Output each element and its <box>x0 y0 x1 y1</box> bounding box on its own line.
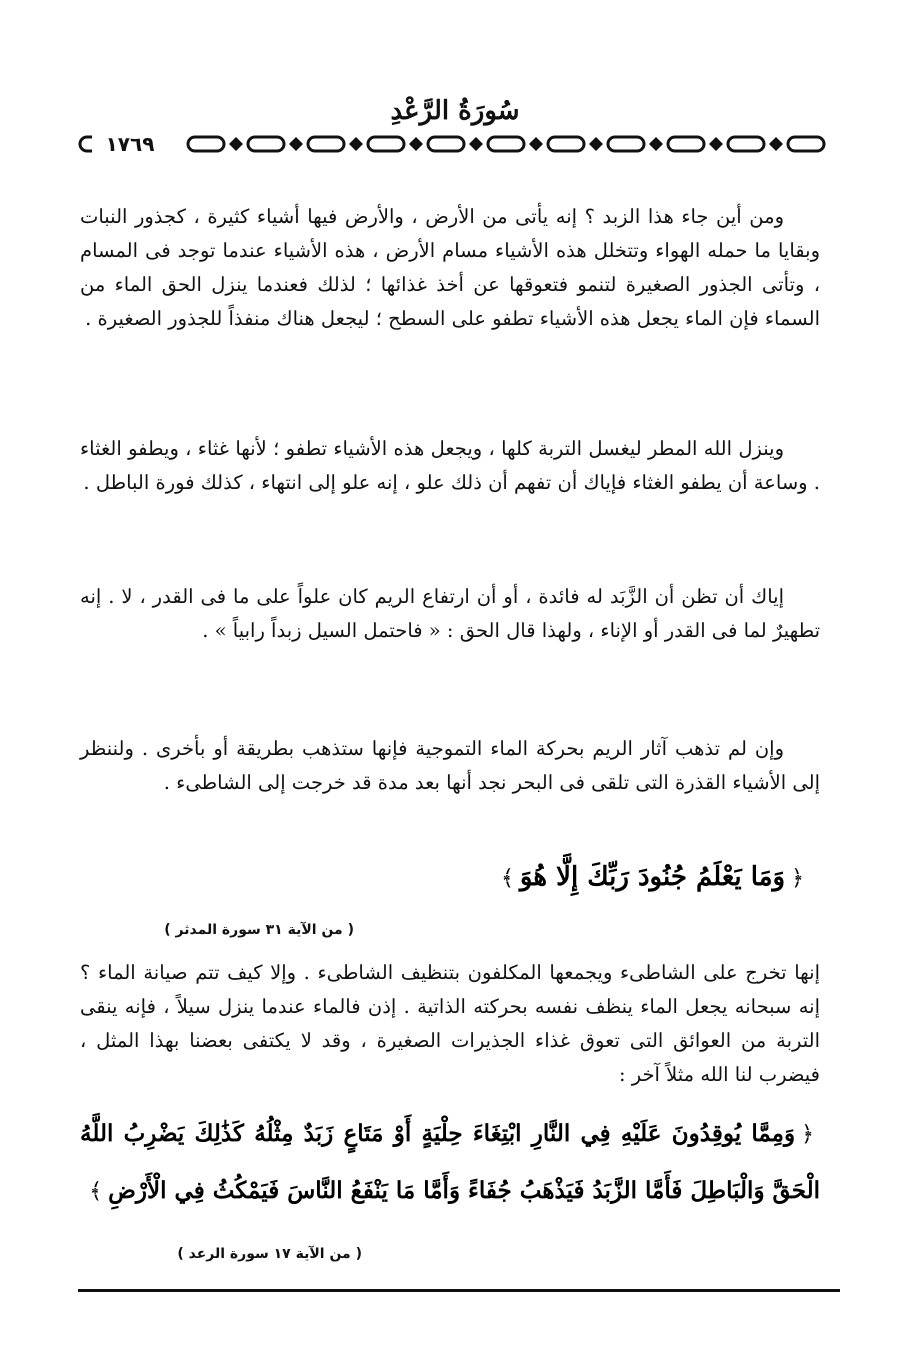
paragraph-text: وإن لم تذهب آثار الريم بحركة الماء التموجية فإنها ستذهب بطريقة أو بأخرى . ولننظر إلى الأشياء القذرة التى تلقى فى البحر نجد أنها بعد مدة قد خرجت إلى الشاطىء . <box>80 737 820 794</box>
verse-close-bracket: ﴾ <box>501 866 514 891</box>
border-oval <box>668 137 704 151</box>
border-diamond <box>469 137 483 151</box>
border-diamond <box>529 137 543 151</box>
verse-text: وَمَا يَعْلَمُ جُنُودَ رَبِّكَ إِلَّا هُوَ <box>519 862 786 892</box>
border-diamond <box>289 137 303 151</box>
border-oval <box>548 137 584 151</box>
verse-open-bracket: ﴿ <box>801 1122 814 1147</box>
paragraph-text: وينزل الله المطر ليغسل التربة كلها ، ويجعل هذه الأشياء تطفو ؛ لأنها غثاء ، ويطفو الغثاء . وساعة أن يطفو الغثاء فإياك أن تفهم أن ذلك علو ، إنه علو إلى انتهاء ، كذلك فورة الباطل . <box>80 437 820 494</box>
border-oval <box>608 137 644 151</box>
border-oval <box>248 137 284 151</box>
paragraph-text: إنها تخرج على الشاطىء ويجمعها المكلفون بتنظيف الشاطىء . وإلا كيف تتم صيانة الماء ؟ إنه سبحانه يجعل الماء ينظف نفسه بحركته الذاتية . إذن فالماء عندما ينزل سيلاً ، فإنه ينقى التربة من العوائق التى تعوق غذاء الجذيرات الصغيرة ، وقد لا يكتفى بعضنا بهذا المثل ، فيضرب لنا الله مثلاً آخر : <box>80 961 820 1086</box>
paragraph-1 <box>80 200 820 336</box>
paragraph-text: ومن أين جاء هذا الزبد ؟ إنه يأتى من الأرض ، والأرض فيها أشياء كثيرة ، كجذور النبات وبقايا ما حمله الهواء وتتخلل هذه الأشياء مسام الأرض ، هذه الأشياء عندما توجد فى المسام ، وتأتى الجذور الصغيرة لتنمو فتعوقها عن أخذ غذائها ؛ لذلك فعندما ينزل الحق الماء من السماء فإن الماء يجعل هذه الأشياء تطفو على السطح ؛ ليجعل هناك منفذاً للجذور الصغيرة . <box>80 205 820 330</box>
paragraph-3 <box>80 580 820 648</box>
border-diamond <box>409 137 423 151</box>
page-number: ١٧٦٩ <box>92 130 168 158</box>
verse-open-bracket: ﴿ <box>791 866 804 891</box>
border-diamond <box>769 137 783 151</box>
paragraph-2 <box>80 432 820 500</box>
footer-rule <box>78 1289 840 1292</box>
quran-verse-1 <box>495 852 810 904</box>
border-diamond <box>349 137 363 151</box>
border-oval <box>788 137 824 151</box>
border-oval <box>488 137 524 151</box>
paragraph-5 <box>80 956 820 1092</box>
border-diamond <box>589 137 603 151</box>
surah-title: سُورَةُ الرَّعْدِ <box>390 96 520 126</box>
border-oval <box>308 137 344 151</box>
quran-verse-2 <box>80 1106 820 1220</box>
border-diamond <box>649 137 663 151</box>
verse-text: وَمِمَّا يُوقِدُونَ عَلَيْهِ فِي النَّارِ ابْتِغَاءَ حِلْيَةٍ أَوْ مَتَاعٍ زَبَدٌ مِثْلُهُ كَذَٰلِكَ يَضْرِبُ اللَّهُ الْحَقَّ وَالْبَاطِلَ فَأَمَّا الزَّبَدُ فَيَذْهَبُ جُفَاءً وَأَمَّا مَا يَنْفَعُ النَّاسَ فَيَمْكُثُ فِي الْأَرْضِ <box>80 1120 820 1204</box>
paragraph-4 <box>80 732 820 800</box>
verse-citation-1: ( من الآية ٣١ سورة المدثر ) <box>164 922 354 938</box>
border-oval <box>428 137 464 151</box>
border-diamond <box>709 137 723 151</box>
verse-close-bracket: ﴾ <box>89 1179 103 1204</box>
verse-citation-2: ( من الآية ١٧ سورة الرعد ) <box>177 1246 362 1262</box>
ornamental-border <box>78 130 840 158</box>
border-oval <box>368 137 404 151</box>
paragraph-text: إياك أن تظن أن الزَّبَد له فائدة ، أو أن ارتفاع الريم كان علواً على ما فى القدر ، لا . إنه تطهيرٌ لما فى القدر أو الإناء ، ولهذا قال الحق : « فاحتمل السيل زبداً رابياً » . <box>80 585 820 642</box>
border-oval <box>728 137 764 151</box>
border-diamond <box>229 137 243 151</box>
border-oval <box>188 137 224 151</box>
